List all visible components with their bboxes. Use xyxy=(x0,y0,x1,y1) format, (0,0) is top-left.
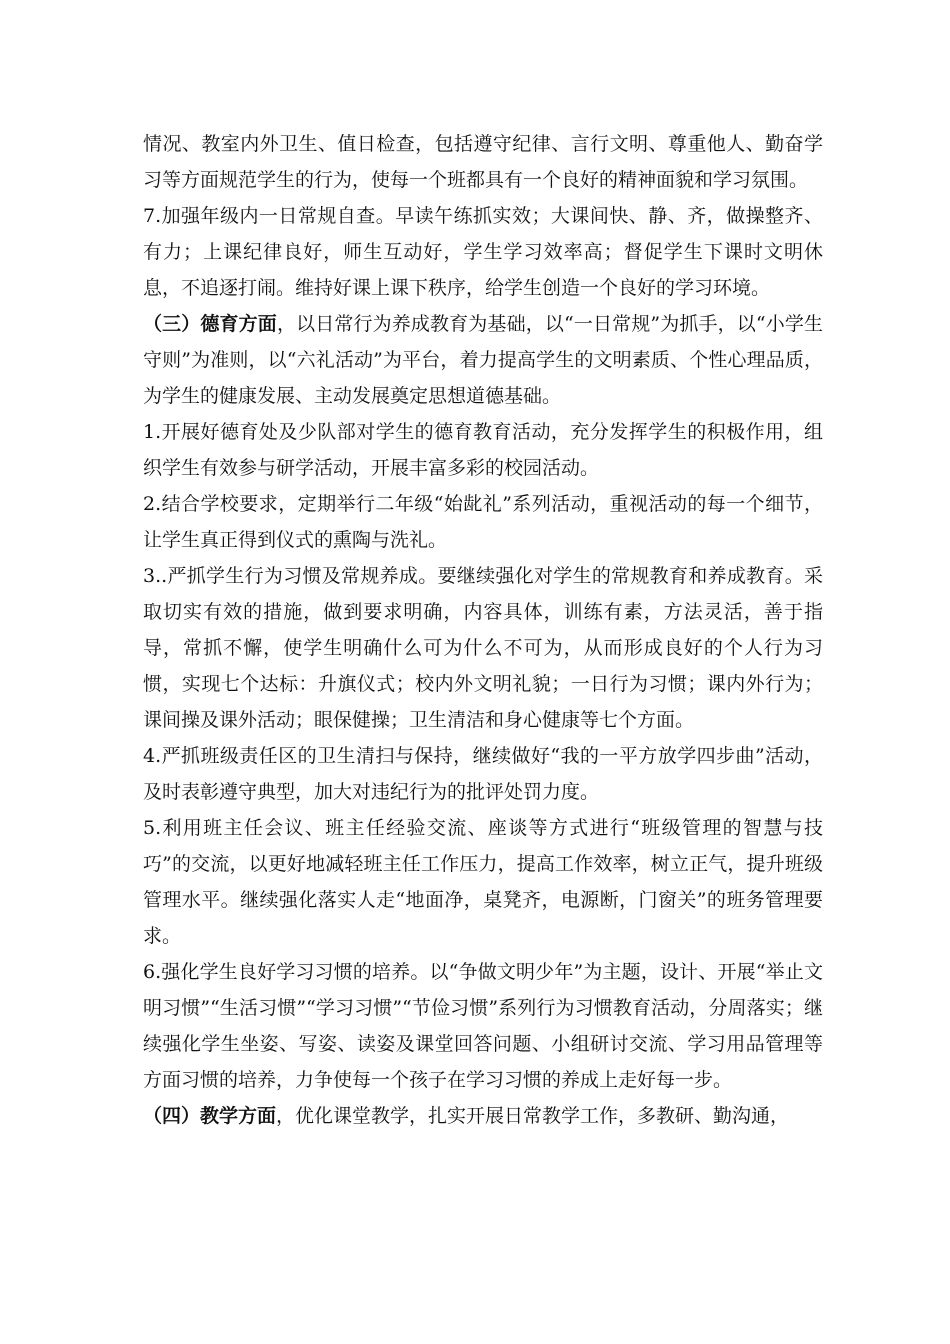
paragraph-item-6 xyxy=(143,954,823,1098)
paragraph-text: 4.严抓班级责任区的卫生清扫与保持，继续做好“我的一平方放学四步曲”活动，及时表彰遵守典型，加大对违纪行为的批评处罚力度。 xyxy=(143,745,823,803)
section-teaching xyxy=(143,1098,823,1134)
paragraph-text: 6.强化学生良好学习习惯的培养。以“争做文明少年”为主题，设计、开展“举止文明习惯”“生活习惯”“学习习惯”“节俭习惯”系列行为习惯教育活动，分周落实；继续强化学生坐姿、写姿、读姿及课堂回答问题、小组研讨交流、学习用品管理等方面习惯的培养，力争使每一个孩子在学习习惯的养成上走好每一步。 xyxy=(143,961,823,1091)
paragraph-continuation xyxy=(143,126,823,198)
paragraph-item-3 xyxy=(143,558,823,738)
paragraph-text: 7.加强年级内一日常规自查。早读午练抓实效；大课间快、静、齐，做操整齐、有力；上课纪律良好，师生互动好，学生学习效率高；督促学生下课时文明休息，不追逐打闹。维持好课上课下秩序，给学生创造一个良好的学习环境。 xyxy=(143,205,823,299)
paragraph-text: ，以日常行为养成教育为基础，以“一日常规”为抓手，以“小学生守则”为准则，以“六礼活动”为平台，着力提高学生的文明素质、个性心理品质，为学生的健康发展、主动发展奠定思想道德基础。 xyxy=(143,313,823,407)
section-moral-education xyxy=(143,306,823,414)
paragraph-text: ，优化课堂教学，扎实开展日常教学工作，多教研、勤沟通， xyxy=(276,1105,790,1127)
paragraph-item-7 xyxy=(143,198,823,306)
paragraph-text: 5.利用班主任会议、班主任经验交流、座谈等方式进行“班级管理的智慧与技巧”的交流，以更好地减轻班主任工作压力，提高工作效率，树立正气，提升班级管理水平。继续强化落实人走“地面净，桌凳齐，电源断，门窗关”的班务管理要求。 xyxy=(143,817,823,947)
paragraph-item-2 xyxy=(143,486,823,558)
paragraph-text: 3..严抓学生行为习惯及常规养成。要继续强化对学生的常规教育和养成教育。采取切实有效的措施，做到要求明确，内容具体，训练有素，方法灵活，善于指导，常抓不懈，使学生明确什么可为什么不可为，从而形成良好的个人行为习惯，实现七个达标：升旗仪式；校内外文明礼貌；一日行为习惯；课内外行为；课间操及课外活动；眼保健操；卫生清洁和身心健康等七个方面。 xyxy=(143,565,823,731)
paragraph-item-1 xyxy=(143,414,823,486)
document-body xyxy=(143,126,823,1134)
paragraph-text: 情况、教室内外卫生、值日检查，包括遵守纪律、言行文明、尊重他人、勤奋学习等方面规范学生的行为，使每一个班都具有一个良好的精神面貌和学习氛围。 xyxy=(143,133,823,191)
section-heading: （三）德育方面 xyxy=(143,313,277,335)
section-heading: （四）教学方面 xyxy=(143,1105,277,1127)
paragraph-item-4 xyxy=(143,738,823,810)
paragraph-item-5 xyxy=(143,810,823,954)
paragraph-text: 2.结合学校要求，定期举行二年级“始龀礼”系列活动，重视活动的每一个细节，让学生真正得到仪式的熏陶与洗礼。 xyxy=(143,493,823,551)
paragraph-text: 1.开展好德育处及少队部对学生的德育教育活动，充分发挥学生的积极作用，组织学生有效参与研学活动，开展丰富多彩的校园活动。 xyxy=(143,421,823,479)
